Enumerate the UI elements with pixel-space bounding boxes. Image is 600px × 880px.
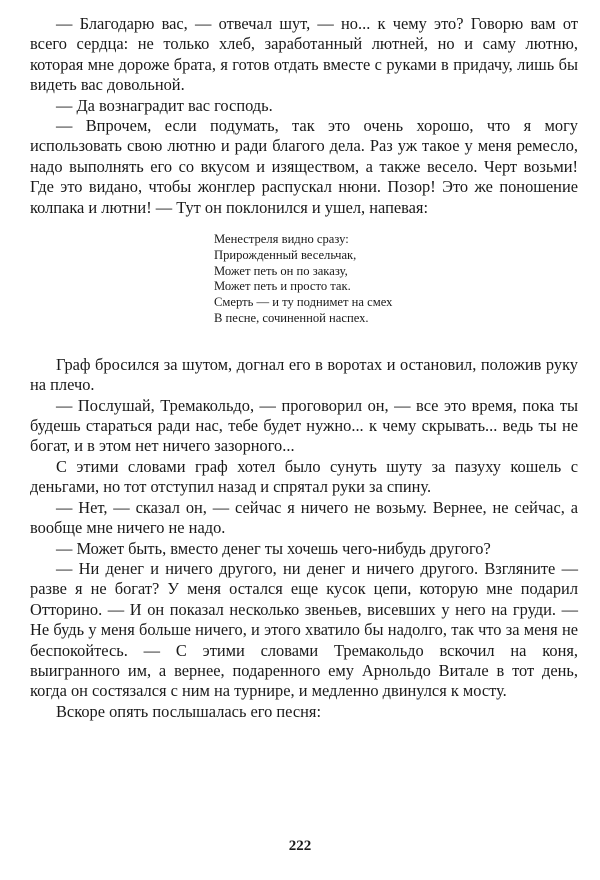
paragraph-6: С этими словами граф хотел было сунуть шуту за пазуху кошель с деньгами, но тот отступил назад и спрятал руки за спину.	[30, 456, 578, 497]
verse-line-2: Прирожденный весельчак,	[214, 247, 357, 262]
verse-line-6: В песне, сочиненной наспех.	[214, 311, 369, 326]
paragraph-9: — Ни денег и ничего другого, ни денег и ничего другого. Взгляните — разве я не богат? У меня остался еще кусок цепи, которую мне подарил Отторино. — И он показал несколько звеньев, висевших у него на груди. — Не будь у меня больше ничего, и этого хватило бы надолго, так что за меня не беспокойтесь. — С этими словами Тремакольдо вскочил на коня, выигранного им, а вернее, подаренного ему Арнольдо Витале в тот день, когда он состязался с ним на турнире, и медленно двинулся к мосту.	[30, 558, 578, 701]
verse-line-1: Менестреля видно сразу:	[214, 232, 349, 247]
song-verse	[214, 232, 578, 327]
verse-line-4: Может петь и просто так.	[214, 279, 351, 294]
paragraph-4: Граф бросился за шутом, догнал его в воротах и остановил, положив руку на плечо.	[30, 354, 578, 395]
paragraph-10: Вскоре опять послышалась его песня:	[56, 701, 322, 721]
verse-line-3: Может петь он по заказу,	[214, 263, 348, 278]
verse-line-5: Смерть — и ту поднимет на смех	[214, 295, 393, 310]
book-page	[30, 14, 578, 722]
paragraph-1: — Благодарю вас, — отвечал шут, — но... к чему это? Говорю вам от всего сердца: не только хлеб, заработанный лютней, но и саму лютню, которая мне дороже брата, я готов отдать вместе с руками в придачу, лишь бы видеть вас довольной.	[30, 14, 578, 95]
paragraph-7: — Нет, — сказал он, — сейчас я ничего не возьму. Вернее, не сейчас, а вообще мне ничего не надо.	[30, 497, 578, 538]
paragraph-8: — Может быть, вместо денег ты хочешь чего-нибудь другого?	[56, 538, 491, 558]
page-number: 222	[288, 838, 312, 854]
paragraph-2: — Да вознаградит вас господь.	[56, 95, 273, 115]
paragraph-5: — Послушай, Тремакольдо, — проговорил он, — все это время, пока ты будешь стараться ради нас, тебе будет нужно... к чему скрывать... ведь ты не богат, и в этом нет ничего зазорного...	[30, 395, 578, 456]
paragraph-3: — Впрочем, если подумать, так это очень хорошо, что я могу использовать свою лютню и ради благого дела. Раз уж такое у меня ремесло, надо выполнять его со вкусом и изяществом, а также весело. Черт возьми! Где это видано, чтобы жонглер распускал нюни. Позор! Это же поношение колпака и лютни! — Тут он поклонился и ушел, напевая:	[30, 116, 578, 217]
